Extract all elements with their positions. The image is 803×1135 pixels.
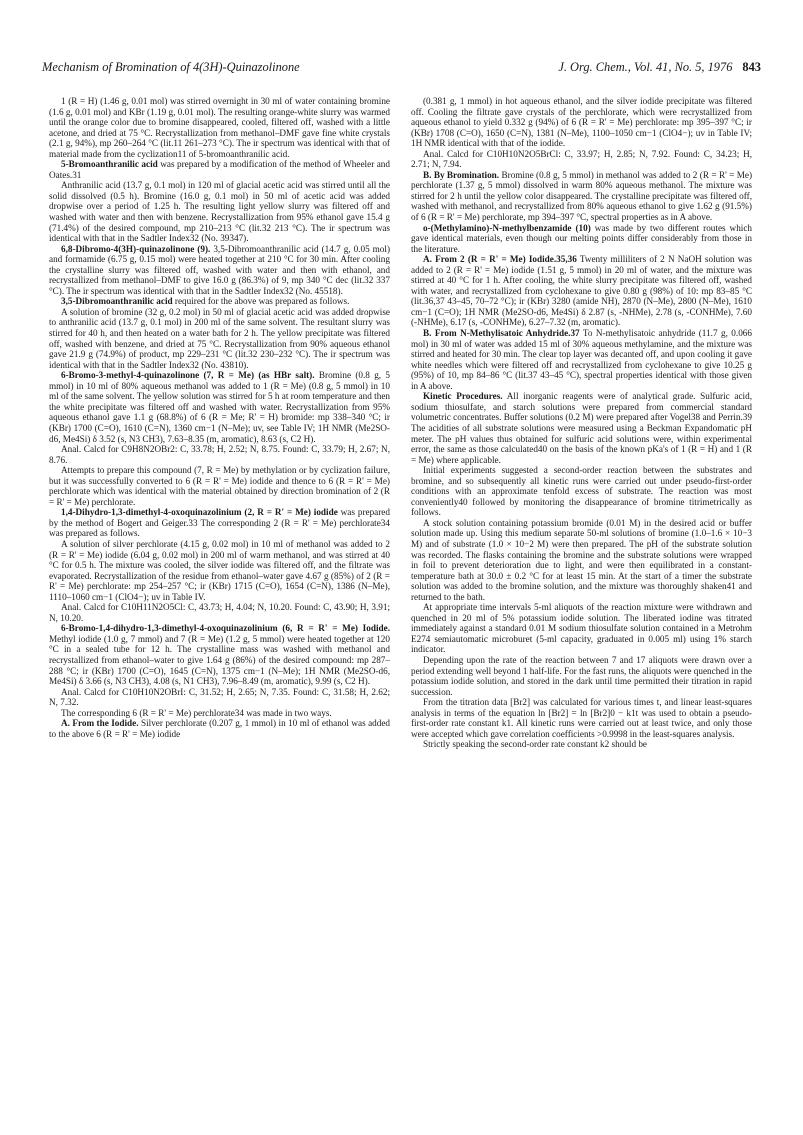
paragraph bbox=[49, 507, 390, 539]
paragraph-text: From the titration data [Br2] was calculated for various times t, and linear least-squares analysis in terms of the equation ln [Br2] = ln [Br2]0 − k1t was used to obtain a pseudo-first-order rate constant k1. All kinetic runs were carried out at least twice, and only those were accepted which gave correlation coefficients >0.9998 in the least-squares analysis. bbox=[411, 697, 752, 739]
paragraph-text: was prepared by the method of Bogert and Geiger.33 The corresponding 2 (R = R' = Me) perchlorate34 was prepared as follows. bbox=[49, 507, 390, 539]
paragraph-text: was prepared by a modification of the method of Wheeler and Oates.31 bbox=[49, 159, 390, 180]
paragraph-heading: B. By Bromination. bbox=[423, 169, 500, 180]
paragraph-text: Methyl iodide (1.0 g, 7 mmol) and 7 (R = Me) (1.2 g, 5 mmol) were heated together at 120 °C in a sealed tube for 12 h. The crystalline mass was washed with methanol and recrystallized from ethanol–water to give 1.64 g (86%) of the desired compound: mp 287–288 °C; ir (KBr) 1700 (C=O), 1645 (C=N), 1375 cm−1 (N–Me); 1H NMR (Me2SO-d6, Me4Si) δ 3.66 (s, N3 CH3), 4.08 (s, N1 CH3), 7.96–8.49 (m, aromatic), 9.99 (s, C2 H). bbox=[49, 633, 390, 687]
paragraph-text: To N-methylisatoic anhydride (11.7 g, 0.066 mol) in 30 ml of water was added 15 ml of 30% aqueous methylamine, and the mixture was stirred and heated for 30 min. The clear top layer was decanted off, and upon cooling it gave white needles which were filtered off and recrystallized from cyclohexane to give 10.25 g (95%) of 10, mp 84–86 °C (lit.37 43–45 °C), spectral properties identical with those given in A above. bbox=[411, 328, 752, 391]
journal-citation bbox=[558, 60, 761, 75]
paragraph-text: Attempts to prepare this compound (7, R = Me) by methylation or by cyclization failure, but it was successfully converted to 6 (R = R' = Me) iodide and thence to 6 (R = R' = Me) perchlorate which was identical with the material obtained by direction bromination of 2 (R = R' = Me) perchlorate. bbox=[49, 465, 390, 507]
paragraph bbox=[411, 149, 752, 170]
paragraph bbox=[411, 697, 752, 739]
paragraph bbox=[411, 170, 752, 223]
paragraph bbox=[411, 602, 752, 655]
paragraph-text: All inorganic reagents were of analytical grade. Sulfuric acid, sodium thiosulfate, and starch solutions were prepared from commercial standard volumetric concentrates. Buffer solutions (0.2 M) were prepared after Vogel38 and Perrin.39 The acidities of all substrate solutions were measured using a Beckman Expandomatic pH meter. The pH values thus obtained for sulfuric acid solutions were, within experimental error, the same as those calculated40 on the basis of the known pKa's of 1 (R = H) and 1 (R = Me) where applicable. bbox=[411, 391, 752, 465]
paragraph bbox=[49, 465, 390, 507]
paragraph bbox=[49, 687, 390, 708]
paragraph-heading: A. From 2 (R = R' = Me) Iodide.35,36 bbox=[423, 254, 577, 265]
paragraph bbox=[411, 518, 752, 602]
paragraph-text: Anal. Calcd for C10H10N2OBrI: C, 31.52; H, 2.65; N, 7.35. Found: C, 31.58; H, 2.62; N, 7.32. bbox=[49, 686, 390, 708]
paragraph bbox=[49, 296, 390, 307]
paragraph bbox=[49, 602, 390, 623]
paragraph-text: At appropriate time intervals 5-ml aliquots of the reaction mixture were withdrawn and quenched in 20 ml of 5% potassium iodide solution. The liberated iodine was titrated immediately against a standard 0.01 M sodium thiosulfate solution contained in a Metrohm E274 semiautomatic microburet (5-ml capacity, graduated in 0.005 ml) using 1% starch indicator. bbox=[411, 602, 752, 655]
paragraph bbox=[411, 223, 752, 255]
paragraph-text: Anthranilic acid (13.7 g, 0.1 mol) in 120 ml of glacial acetic acid was stirred until all the solid dissolved (0.5 h). Bromine (16.0 g, 0.1 mol) in 50 ml of acetic acid was added dropwise over a period of 1.25 h. The resulting light yellow slurry was filtered off and washed with water and then with benzene. Recrystallization from 95% ethanol gave 15.4 g (71.4%) of the desired compound, mp 210–213 °C (lit.32 213 °C). The ir spectrum was identical with that in the Sadtler Index32 (No. 39347). bbox=[49, 180, 390, 244]
paragraph-text: 1 (R = H) (1.46 g, 0.01 mol) was stirred overnight in 30 ml of water containing bromine (1.6 g, 0.01 mol) and KBr (1.19 g, 0.01 mol). The resulting orange-white slurry was warmed until the orange color due to bromine disappeared, cooled, filtered off, washed with a little acetone, and dried at 75 °C. Recrystallization from methanol–DMF gave fine white crystals (2.1 g, 94%), mp 260–264 °C (lit.11 261–273 °C). The ir spectrum was identical with that of material made from the cyclization11 of 5-bromoanthranilic acid. bbox=[49, 96, 390, 159]
paragraph-text: The corresponding 6 (R = R' = Me) perchlorate34 was made in two ways. bbox=[61, 707, 332, 718]
paragraph bbox=[49, 96, 390, 159]
paragraph-heading: A. From the Iodide. bbox=[61, 718, 139, 729]
paragraph-heading: 6-Bromo-1,4-dihydro-1,3-dimethyl-4-oxoquinazolinium (6, R = R' = Me) Iodide. bbox=[61, 623, 390, 634]
paragraph-text: was made by two different routes which gave identical materials, even though our melting points differ considerably from those in the literature. bbox=[411, 222, 752, 254]
paragraph-text: Anal. Calcd for C10H10N2O5BrCl: C, 33.97; H, 2.85; N, 7.92. Found: C, 34.23; H, 2.71; N, 7.94. bbox=[411, 148, 752, 170]
paragraph-text: A stock solution containing potassium bromide (0.01 M) in the desired acid or buffer solution made up. Using this medium separate 50-ml solutions of bromine (1.0–1.6 × 10−3 M) and of substrate (1.0 × 10−2 M) were then prepared. The pH of the substrate solution was recorded. The flasks containing the bromine and the substrate solutions were wrapped in foil to prevent deterioration due to light, and were then equilibrated in a constant-temperature bath at 30.0 ± 0.2 °C for at least 15 min. At the start of a timer the substrate solution was added to the bromine solution, and the mixture was thoroughly shaken41 and returned to the bath. bbox=[411, 517, 752, 602]
paragraph-heading: 3,5-Dibromoanthranilic acid bbox=[61, 296, 173, 307]
paragraph-heading: o-(Methylamino)-N-methylbenzamide (10) bbox=[423, 222, 591, 233]
paragraph bbox=[411, 96, 752, 149]
paragraph bbox=[49, 708, 390, 719]
journal-name: J. Org. Chem., Vol. 41, No. 5, 1976 bbox=[558, 60, 733, 74]
paragraph-text: Strictly speaking the second-order rate constant k2 should be bbox=[423, 739, 648, 750]
paragraph bbox=[49, 370, 390, 444]
page-number: 843 bbox=[742, 60, 761, 74]
left-column bbox=[49, 96, 390, 1126]
paragraph-text: (0.381 g, 1 mmol) in hot aqueous ethanol, and the silver iodide precipitate was filtered off. Cooling the filtrate gave crystals of the perchlorate, which were recrystallized from aqueous ethanol to yield 0.332 g (94%) of 6 (R = R' = Me) perchlorate: mp 395–397 °C; ir (KBr) 1708 (C=O), 1650 (C=N), 1381 (N–Me), 1100–1050 cm−1 (ClO4−); uv in Table IV; 1H NMR identical with that of the iodide. bbox=[411, 96, 752, 149]
paragraph bbox=[411, 739, 752, 750]
paragraph bbox=[49, 180, 390, 243]
paragraph bbox=[411, 465, 752, 518]
paragraph bbox=[49, 444, 390, 465]
paragraph-text: Silver perchlorate (0.207 g, 1 mmol) in 10 ml of ethanol was added to the above 6 (R = R' = Me) iodide bbox=[49, 718, 390, 739]
paragraph bbox=[411, 328, 752, 391]
right-column bbox=[411, 96, 752, 1126]
paragraph-heading: 1,4-Dihydro-1,3-dimethyl-4-oxoquinazolinium (2, R = R' = Me) iodide bbox=[61, 507, 338, 518]
paragraph-text: Bromine (0.8 g, 5 mmol) in methanol was added to 2 (R = R' = Me) perchlorate (1.37 g, 5 mmol) dissolved in warm 80% aqueous methanol. The mixture was stirred for 2 h until the yellow color disappeared. The crystalline precipitate was filtered off, washed with methanol, and recrystallized from 80% aqueous ethanol to give 1.62 g (91.5%) of 6 (R = R' = Me) perchlorate, mp 394–397 °C, spectral properties as in A above. bbox=[411, 169, 752, 223]
paragraph bbox=[49, 623, 390, 686]
paragraph bbox=[411, 655, 752, 697]
paragraph bbox=[411, 254, 752, 328]
paragraph-text: A solution of silver perchlorate (4.15 g, 0.02 mol) in 10 ml of methanol was added to 2 (R = R' = Me) iodide (6.04 g, 0.02 mol) in 200 ml of warm methanol, and was stirred at 40 °C for 0.5 h. The mixture was cooled, the silver iodide was filtered off, and the filtrate was evaporated. Recrystallization of the residue from ethanol–water gave 4.67 g (85%) of 2 (R = R' = Me) perchlorate: mp 254–257 °C; ir (KBr) 1715 (C=O), 1654 (C=N), 1386 (N–Me), 1110–1060 cm−1 (ClO4−); uv in Table IV. bbox=[49, 538, 390, 602]
paragraph-text: Anal. Calcd for C10H11N2O5Cl: C, 43.73; H, 4.04; N, 10.20. Found: C, 43.90; H, 3.91; N, 10.20. bbox=[49, 602, 390, 623]
paragraph-text: Twenty milliliters of 2 N NaOH solution was added to 2 (R = R' = Me) iodide (1.51 g, 5 mmol) in 20 ml of water, and the mixture was stirred at 40 °C for 1 h. After cooling, the white slurry precipitate was filtered off, washed with water, and recrystallized from cyclohexane to give 0.80 g (98%) of 10: mp 83–85 °C (lit.36,37 43–45, 70–72 °C); ir (KBr) 3280 (amide NH), 2870 (N–Me), 2800 (N–Me), 1610 cm−1 (C=O); 1H NMR (Me2SO-d6, Me4Si) δ 2.87 (s, -NHMe), 2.78 (s, -CONHMe), 7.60 (-NHMe), 6.17 (s, -CONHMe), 6.27–7.32 (m, aromatic). bbox=[411, 254, 752, 328]
paragraph-heading: B. From N-Methylisatoic Anhydride.37 bbox=[423, 328, 580, 339]
paragraph bbox=[49, 244, 390, 297]
paragraph bbox=[49, 159, 390, 180]
paragraph-heading: 6,8-Dibromo-4(3H)-quinazolinone (9). bbox=[61, 243, 211, 254]
paragraph-text: required for the above was prepared as follows. bbox=[174, 296, 350, 307]
paragraph-heading: 5-Bromoanthranilic acid bbox=[61, 159, 158, 170]
paragraph-text: Initial experiments suggested a second-order reaction between the substrates and bromine, and so subsequently all kinetic runs were carried out under pseudo-first-order conditions with an approximate tenfold excess of substrate. The reaction was most conveniently40 followed by monitoring the disappearance of bromine titrimetrically as follows. bbox=[411, 465, 752, 518]
paragraph-text: A solution of bromine (32 g, 0.2 mol) in 50 ml of glacial acetic acid was added dropwise to anthranilic acid (13.7 g, 0.1 mol) in 200 ml of the same solvent. The resultant slurry was stirred for 40 h, and then heated on a water bath for 2 h. The yellow precipitate was filtered off, washed with benzene, and dried at 75 °C. Recrystallization from 90% aqueous ethanol gave 21.9 g (74.9%) of product, mp 229–231 °C (lit.32 230–232 °C). The ir spectrum was identical with that in the Sadtler Index32 (No. 43810). bbox=[49, 306, 390, 370]
paragraph-text: Anal. Calcd for C9H8N2OBr2: C, 33.78; H, 2.52; N, 8.75. Found: C, 33.79; H, 2.67; N, 8.76. bbox=[49, 444, 390, 465]
paragraph bbox=[49, 307, 390, 370]
running-title: Mechanism of Bromination of 4(3H)-Quinazolinone bbox=[42, 60, 300, 74]
paragraph-text: 3,5-Dibromoanthranilic acid (14.7 g, 0.05 mol) and formamide (6.75 g, 0.15 mol) were heated together at 210 °C for 30 min. After cooling the crystalline slurry was filtered off, washed with water and then with ethanol, and recrystallized from methanol–DMF to give 16.0 g (86.3%) of 9, mp 340 °C dec (lit.32 337 °C). The ir spectrum was identical with that in the Sadtler Index32 (No. 45518). bbox=[49, 243, 390, 296]
paragraph-text: Bromine (0.8 g, 5 mmol) in 10 ml of 80% aqueous methanol was added to 1 (R = Me) (0.8 g, 5 mmol) in 10 ml of the same solvent. The yellow solution was stirred for 5 h at room temperature and then the white precipitate was filtered off and washed with water. Recrystallization from 95% aqueous ethanol gave 1.1 g (68.8%) of 6 (R = Me; R' = H) bromide: mp 338–340 °C; ir (KBr) 1700 (C=O), 1610 (C=N), 1360 cm−1 (N–Me); uv, see Table IV; 1H NMR (Me2SO-d6, Me4Si) δ 3.52 (s, N3 CH3), 7.63–8.35 (m, aromatic), 8.63 (s, C2 H). bbox=[49, 370, 390, 444]
paragraph bbox=[49, 718, 390, 739]
paragraph-heading: 6-Bromo-3-methyl-4-quinazolinone (7, R = Me) (as HBr salt). bbox=[61, 370, 315, 381]
paragraph bbox=[411, 391, 752, 465]
paragraph bbox=[49, 539, 390, 602]
paragraph-text: Depending upon the rate of the reaction between 7 and 17 aliquots were drawn over a period extending well beyond 1 half-life. For the fast runs, the aliquots were quenched in the potassium iodide solution, and stored in the dark until time permitted their titration in rapid succession. bbox=[411, 654, 752, 697]
running-header bbox=[42, 60, 761, 80]
paragraph-heading: Kinetic Procedures. bbox=[423, 391, 503, 402]
